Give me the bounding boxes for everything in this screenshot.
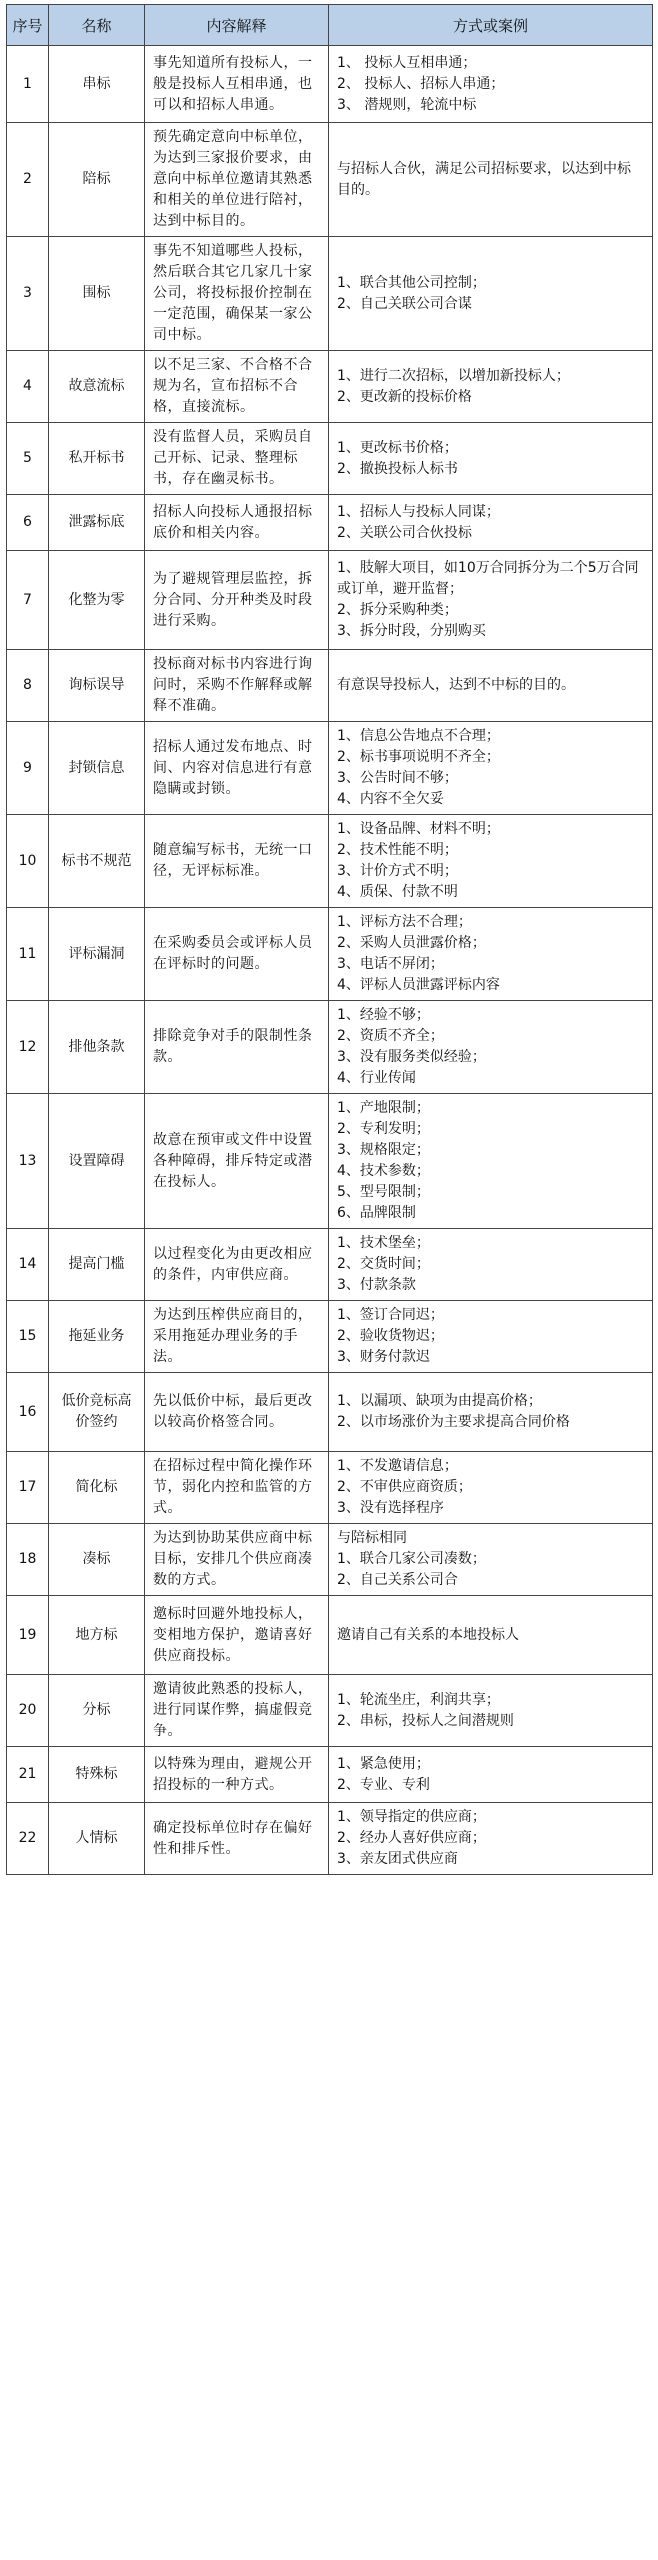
row-number: 12 xyxy=(7,1001,49,1094)
row-name: 串标 xyxy=(49,46,145,123)
row-description: 排除竞争对手的限制性条款。 xyxy=(145,1001,329,1094)
method-line: 1、招标人与投标人同谋； xyxy=(337,503,500,520)
method-line: 4、内容不全欠妥 xyxy=(337,791,444,807)
method-line: 1、签订合同迟； xyxy=(337,1307,444,1323)
table-row xyxy=(7,1596,653,1675)
method-line: 3、规格限定； xyxy=(337,1142,430,1158)
row-description: 故意在预审或文件中设置各种障碍，排斥特定或潜在投标人。 xyxy=(145,1094,329,1229)
row-number: 7 xyxy=(7,551,49,650)
row-name: 封锁信息 xyxy=(49,722,145,815)
table-row xyxy=(7,237,653,351)
table-body xyxy=(7,46,653,1875)
table-row xyxy=(7,1747,653,1803)
row-number: 9 xyxy=(7,722,49,815)
row-description: 先以低价中标，最后更改以较高价格签合同。 xyxy=(145,1373,329,1452)
row-description: 以过程变化为由更改相应的条件，内审供应商。 xyxy=(145,1229,329,1301)
table-row xyxy=(7,1373,653,1452)
method-line: 3、拆分时段，分别购买 xyxy=(337,623,486,639)
row-methods xyxy=(329,351,653,423)
header-methods: 方式或案例 xyxy=(329,5,653,46)
table-row xyxy=(7,1001,653,1094)
row-number: 20 xyxy=(7,1675,49,1747)
method-line: 1、技术堡垒； xyxy=(337,1235,430,1251)
row-name: 排他条款 xyxy=(49,1001,145,1094)
row-name: 陪标 xyxy=(49,123,145,237)
method-line: 2、更改新的投标价格 xyxy=(337,388,472,405)
row-name: 询标误导 xyxy=(49,650,145,722)
row-number: 17 xyxy=(7,1452,49,1524)
row-methods xyxy=(329,1524,653,1596)
table-row xyxy=(7,1803,653,1875)
row-number: 21 xyxy=(7,1747,49,1803)
row-methods xyxy=(329,1675,653,1747)
table-row xyxy=(7,1094,653,1229)
row-number: 19 xyxy=(7,1596,49,1675)
method-line: 1、轮流坐庄，利润共享； xyxy=(337,1691,500,1708)
row-number: 18 xyxy=(7,1524,49,1596)
table-row xyxy=(7,908,653,1001)
method-line: 2、采购人员泄露价格； xyxy=(337,935,486,951)
table-row xyxy=(7,815,653,908)
row-description: 投标商对标书内容进行询问时，采购不作解释或解释不准确。 xyxy=(145,650,329,722)
row-description: 为了避规管理层监控，拆分合同、分开种类及时段进行采购。 xyxy=(145,551,329,650)
row-methods xyxy=(329,1373,653,1452)
row-description: 在招标过程中简化操作环节，弱化内控和监管的方式。 xyxy=(145,1452,329,1524)
method-line: 1、 投标人互相串通； xyxy=(337,54,477,71)
row-name: 低价竞标高价签约 xyxy=(49,1373,145,1452)
table-row xyxy=(7,1675,653,1747)
table-row xyxy=(7,1524,653,1596)
row-description: 邀标时回避外地投标人，变相地方保护，邀请喜好供应商投标。 xyxy=(145,1596,329,1675)
table-row xyxy=(7,722,653,815)
row-number: 13 xyxy=(7,1094,49,1229)
method-line: 与陪标相同 xyxy=(337,1530,407,1546)
method-line: 2、标书事项说明不齐全； xyxy=(337,749,500,765)
row-name: 特殊标 xyxy=(49,1747,145,1803)
row-number: 11 xyxy=(7,908,49,1001)
table-row xyxy=(7,423,653,495)
row-description: 以特殊为理由，避规公开招投标的一种方式。 xyxy=(145,1747,329,1803)
method-line: 3、没有选择程序 xyxy=(337,1500,444,1516)
method-line: 1、产地限制； xyxy=(337,1100,430,1116)
row-methods xyxy=(329,1803,653,1875)
bidding-fraud-table-container xyxy=(6,4,652,1875)
row-methods xyxy=(329,1596,653,1675)
method-line: 1、更改标书价格； xyxy=(337,439,458,456)
method-line: 2、关联公司合伙投标 xyxy=(337,524,472,541)
table-row xyxy=(7,123,653,237)
row-description: 事先不知道哪些人投标，然后联合其它几家几十家公司，将投标报价控制在一定范围，确保某一家公司中标。 xyxy=(145,237,329,351)
header-description: 内容解释 xyxy=(145,5,329,46)
row-description: 没有监督人员，采购员自己开标、记录、整理标书，存在幽灵标书。 xyxy=(145,423,329,495)
row-methods xyxy=(329,1452,653,1524)
row-number: 10 xyxy=(7,815,49,908)
row-name: 化整为零 xyxy=(49,551,145,650)
table-row xyxy=(7,1229,653,1301)
method-line: 2、验收货物迟； xyxy=(337,1328,444,1344)
row-description: 为达到压榨供应商目的，采用拖延办理业务的手法。 xyxy=(145,1301,329,1373)
method-line: 2、交货时间； xyxy=(337,1256,430,1272)
row-methods xyxy=(329,1301,653,1373)
method-line: 6、品牌限制 xyxy=(337,1205,416,1221)
row-number: 2 xyxy=(7,123,49,237)
method-line: 3、付款条款 xyxy=(337,1277,416,1293)
table-header-row xyxy=(7,5,653,46)
row-name: 凑标 xyxy=(49,1524,145,1596)
row-methods xyxy=(329,1001,653,1094)
table-row xyxy=(7,495,653,551)
method-line: 邀请自己有关系的本地投标人 xyxy=(337,1626,519,1643)
row-methods xyxy=(329,423,653,495)
table-row xyxy=(7,551,653,650)
row-number: 15 xyxy=(7,1301,49,1373)
method-line: 2、资质不齐全； xyxy=(337,1028,444,1044)
method-line: 2、经办人喜好供应商； xyxy=(337,1830,486,1846)
method-line: 2、自己关系公司合 xyxy=(337,1572,458,1588)
method-line: 2、技术性能不明； xyxy=(337,842,458,858)
row-methods xyxy=(329,123,653,237)
row-description: 预先确定意向中标单位，为达到三家报价要求，由意向中标单位邀请其熟悉和相关的单位进行陪衬，达到中标目的。 xyxy=(145,123,329,237)
bidding-fraud-table xyxy=(6,4,653,1875)
table-row xyxy=(7,1301,653,1373)
method-line: 2、专业、专利 xyxy=(337,1776,430,1793)
row-number: 1 xyxy=(7,46,49,123)
row-description: 邀请彼此熟悉的投标人，进行同谋作弊，搞虚假竞争。 xyxy=(145,1675,329,1747)
method-line: 1、联合几家公司凑数； xyxy=(337,1551,486,1567)
row-methods xyxy=(329,908,653,1001)
method-line: 1、进行二次招标，以增加新投标人； xyxy=(337,367,570,384)
method-line: 3、电话不屏闭； xyxy=(337,956,444,972)
row-methods xyxy=(329,46,653,123)
row-name: 故意流标 xyxy=(49,351,145,423)
row-methods xyxy=(329,815,653,908)
method-line: 2、拆分采购种类； xyxy=(337,602,458,618)
row-description: 招标人向投标人通报招标底价和相关内容。 xyxy=(145,495,329,551)
method-line: 2、以市场涨价为主要求提高合同价格 xyxy=(337,1414,570,1430)
method-line: 1、紧急使用； xyxy=(337,1755,430,1772)
method-line: 4、质保、付款不明 xyxy=(337,884,458,900)
method-line: 1、以漏项、缺项为由提高价格； xyxy=(337,1393,542,1409)
method-line: 2、撤换投标人标书 xyxy=(337,460,458,477)
row-name: 拖延业务 xyxy=(49,1301,145,1373)
method-line: 1、领导指定的供应商； xyxy=(337,1809,486,1825)
method-line: 3、亲友团式供应商 xyxy=(337,1851,458,1867)
row-name: 提高门槛 xyxy=(49,1229,145,1301)
row-methods xyxy=(329,495,653,551)
row-name: 私开标书 xyxy=(49,423,145,495)
row-name: 地方标 xyxy=(49,1596,145,1675)
header-name: 名称 xyxy=(49,5,145,46)
row-methods xyxy=(329,1747,653,1803)
method-line: 与招标人合伙，满足公司招标要求，以达到中标目的。 xyxy=(337,160,631,198)
row-number: 4 xyxy=(7,351,49,423)
method-line: 2、 投标人、招标人串通； xyxy=(337,75,505,92)
method-line: 2、自己关联公司合谋 xyxy=(337,295,472,312)
row-number: 8 xyxy=(7,650,49,722)
table-row xyxy=(7,46,653,123)
table-row xyxy=(7,1452,653,1524)
method-line: 4、行业传闻 xyxy=(337,1070,416,1086)
table-row xyxy=(7,650,653,722)
header-num: 序号 xyxy=(7,5,49,46)
row-description: 事先知道所有投标人，一般是投标人互相串通，也可以和招标人串通。 xyxy=(145,46,329,123)
row-number: 22 xyxy=(7,1803,49,1875)
method-line: 4、技术参数； xyxy=(337,1163,430,1179)
row-name: 泄露标底 xyxy=(49,495,145,551)
method-line: 1、联合其他公司控制； xyxy=(337,274,486,291)
method-line: 4、评标人员泄露评标内容 xyxy=(337,977,500,993)
row-name: 设置障碍 xyxy=(49,1094,145,1229)
method-line: 1、肢解大项目，如10万合同拆分为二个5万合同或订单，避开监督； xyxy=(337,560,639,597)
row-name: 人情标 xyxy=(49,1803,145,1875)
method-line: 2、不审供应商资质； xyxy=(337,1479,472,1495)
row-number: 3 xyxy=(7,237,49,351)
row-name: 分标 xyxy=(49,1675,145,1747)
method-line: 3、公告时间不够； xyxy=(337,770,458,786)
method-line: 1、设备品牌、材料不明； xyxy=(337,821,500,837)
row-methods xyxy=(329,722,653,815)
method-line: 3、计价方式不明； xyxy=(337,863,458,879)
method-line: 1、评标方法不合理； xyxy=(337,914,472,930)
method-line: 有意误导投标人，达到不中标的目的。 xyxy=(337,677,575,693)
row-number: 14 xyxy=(7,1229,49,1301)
row-description: 招标人通过发布地点、时间、内容对信息进行有意隐瞒或封锁。 xyxy=(145,722,329,815)
row-methods xyxy=(329,1229,653,1301)
method-line: 3、 潜规则，轮流中标 xyxy=(337,96,477,113)
row-methods xyxy=(329,650,653,722)
method-line: 1、不发邀请信息； xyxy=(337,1458,458,1474)
method-line: 5、型号限制； xyxy=(337,1184,430,1200)
row-methods xyxy=(329,1094,653,1229)
row-number: 6 xyxy=(7,495,49,551)
row-methods xyxy=(329,551,653,650)
method-line: 2、专利发明； xyxy=(337,1121,430,1137)
row-name: 评标漏洞 xyxy=(49,908,145,1001)
row-name: 围标 xyxy=(49,237,145,351)
row-name: 标书不规范 xyxy=(49,815,145,908)
row-number: 16 xyxy=(7,1373,49,1452)
method-line: 2、串标，投标人之间潜规则 xyxy=(337,1712,514,1729)
method-line: 1、经验不够； xyxy=(337,1007,430,1023)
row-number: 5 xyxy=(7,423,49,495)
row-description: 为达到协助某供应商中标目标，安排几个供应商凑数的方式。 xyxy=(145,1524,329,1596)
row-description: 以不足三家、不合格不合规为名，宣布招标不合格，直接流标。 xyxy=(145,351,329,423)
row-description: 在采购委员会或评标人员在评标时的问题。 xyxy=(145,908,329,1001)
row-description: 确定投标单位时存在偏好性和排斥性。 xyxy=(145,1803,329,1875)
method-line: 3、没有服务类似经验； xyxy=(337,1049,486,1065)
row-description: 随意编写标书，无统一口径，无评标标准。 xyxy=(145,815,329,908)
table-row xyxy=(7,351,653,423)
method-line: 1、信息公告地点不合理； xyxy=(337,728,500,744)
row-methods xyxy=(329,237,653,351)
method-line: 3、财务付款迟 xyxy=(337,1349,430,1365)
row-name: 简化标 xyxy=(49,1452,145,1524)
